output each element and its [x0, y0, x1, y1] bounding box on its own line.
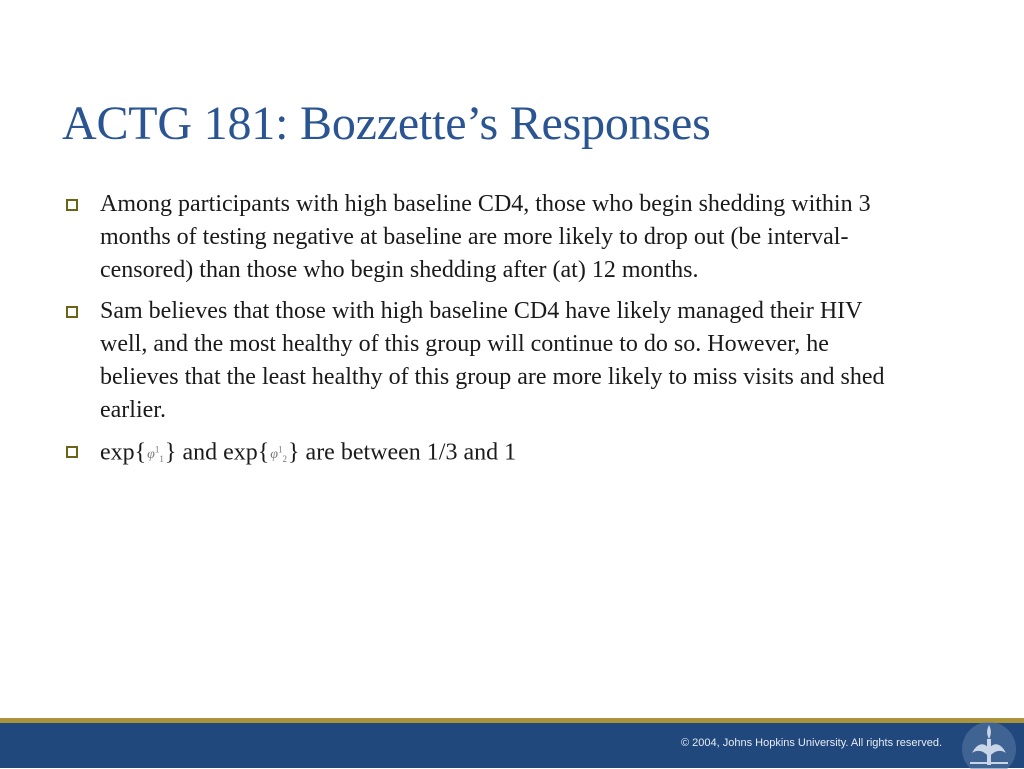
- bullet-text: Among participants with high baseline CD4, those who begin shedding within 3 months of testing negative at baseline are more likely to drop out (be interval-censored) than those who begin shedding after (at) 12 months.: [100, 191, 871, 283]
- bullet-item: [60, 295, 900, 427]
- bullet-list: [60, 188, 900, 485]
- phi-1-symbol: $\varphi^1_1$: [147, 444, 164, 464]
- copyright-text: © 2004, Johns Hopkins University. All rights reserved.: [680, 737, 942, 749]
- bullet-text-mid: } and exp{: [164, 439, 270, 466]
- bullet-item: [60, 435, 900, 477]
- bullet-text-prefix: exp{: [100, 439, 147, 466]
- bullet-text-suffix: } are between 1/3 and 1: [288, 439, 517, 466]
- bullet-text: Sam believes that those with high baseline CD4 have likely managed their HIV well, and the most healthy of this group will continue to do so. However, he believes that the least healthy of this group are more likely to miss visits and shed earlier.: [100, 298, 885, 423]
- bullet-item: [60, 188, 900, 287]
- university-seal-icon: [960, 719, 1018, 769]
- square-bullet-icon: [66, 199, 78, 211]
- footer-band: [0, 723, 1024, 768]
- square-bullet-icon: [66, 446, 78, 458]
- phi-2-symbol: $\varphi^1_2$: [270, 444, 288, 464]
- slide-title: ACTG 181: Bozzette’s Responses: [62, 97, 711, 150]
- square-bullet-icon: [66, 306, 78, 318]
